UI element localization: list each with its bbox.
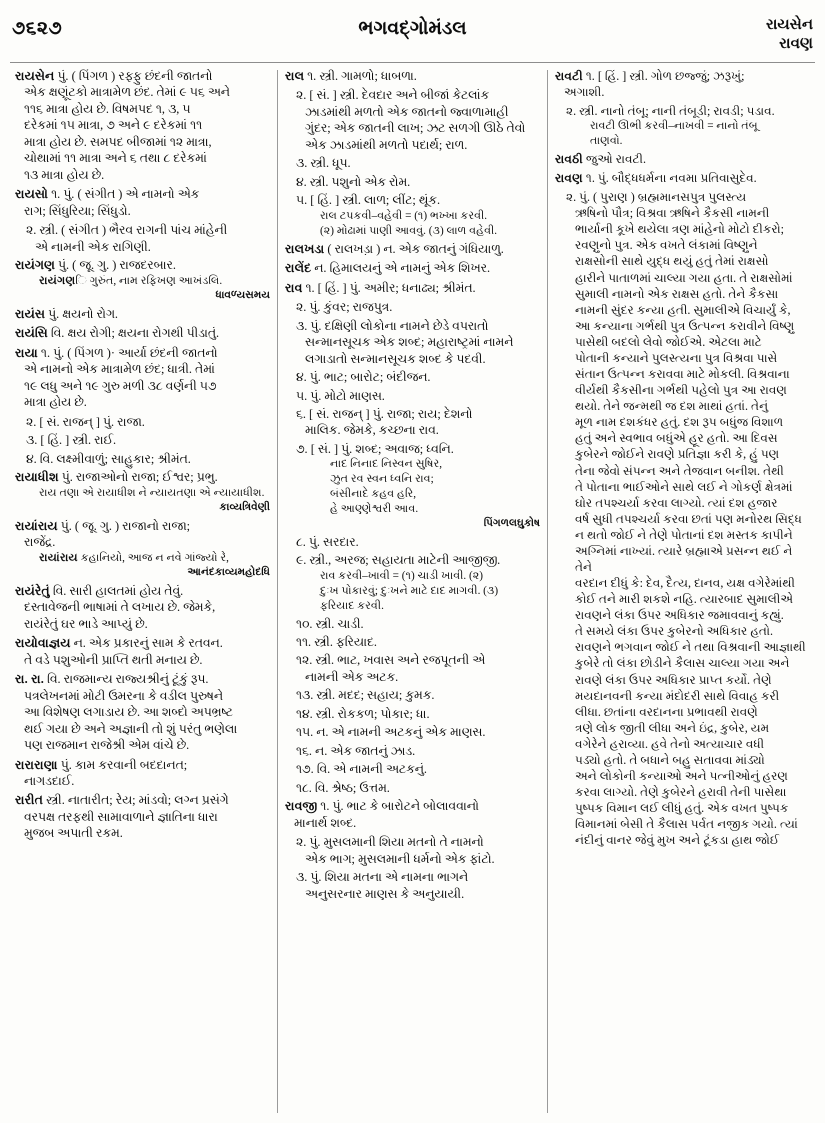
entry-line: એક ઝાડમાંથી મળતો પદાર્થ; રાળ. (305, 137, 468, 152)
entry-line: ઘોર તપશ્ચર્યા કરવા લાગ્યો. ત્યાં દશ હજાર (575, 495, 778, 510)
dictionary-sense (285, 299, 540, 315)
entry-headword: રા. રા. (15, 672, 44, 687)
column-container (8, 68, 817, 1113)
entry-line: એ નામની એક રાગિણી. (35, 239, 151, 254)
entry-headword: રાયા (15, 345, 38, 360)
entry-headword: રાયસેન (15, 69, 55, 83)
dictionary-sense (285, 616, 540, 632)
dictionary-sense (285, 743, 540, 759)
entry-headword: રાયાધીશ (15, 470, 59, 485)
entry-line: ન થતો જોઈ ને તેણે પોતાનાં દશ મસ્તક કાપીને (575, 527, 793, 542)
entry-line: રા. રા. વિ. રાજમાન્ય રાજ્યશ્રીનું ટૂંકું રૂપ. (15, 672, 209, 687)
dictionary-entry (555, 151, 810, 167)
entry-headword: રાયંરેતું (15, 583, 50, 598)
entry-line: પાસેથી બદલો લેવો જોઈએ. એટલા માટે (575, 334, 762, 349)
entry-line: ૪. વિ. લક્ષ્મીવાળું; સાહુકાર; શ્રીમંત. (26, 451, 191, 466)
entry-line: ૧૬. ન. એક જાતનું ઝાડ. (296, 743, 416, 758)
dictionary-entry (15, 792, 270, 841)
entry-verse-line: ઝુત રવ સ્વન ધ્વનિ રાવ; (330, 473, 434, 486)
entry-line: વરદાન દીધું કે: દેવ, દૈત્ય, દાનવ, યક્ષ વગેરેમાંથી (575, 576, 795, 591)
entry-headword: રાવઠી (555, 152, 583, 167)
entry-line: ૫. [ હિં. ] સ્ત્રી. લાળ; લીંટ; થૂંક. (296, 193, 441, 208)
entry-line: એક ભાગ; મુસલમાની ધર્મનો એક ફાંટો. (305, 851, 495, 866)
entry-line: રાલેંદ ન. હિમાલયનું એ નામનું એક શિખર. (285, 261, 491, 276)
entry-source: ધાવળ્યસમય (215, 289, 270, 301)
dictionary-entry (15, 583, 270, 632)
entry-line: ૩. પું. શિયા મતના એ નામના ભાગને (296, 870, 469, 885)
dictionary-sense (285, 869, 540, 902)
entry-line: પુષ્પક વિમાન લઈ લીધું હતું. એક વખત પુષ્પક (575, 801, 789, 816)
entry-line: રાયંગણ પું. ( જૂ. ગુ. ) રાજદરબાર. (15, 258, 176, 273)
entry-line: મુજબ અપાતી રકમ. (24, 826, 123, 841)
dictionary-entry (555, 170, 810, 186)
entry-source: કાવ્યત્રિવેણી (219, 501, 270, 513)
dictionary-sense (15, 414, 270, 430)
entry-line: રારીત સ્ત્રી. નાતારીત; રેય; માંડવો; લગ્ન પ્રસંગે (15, 793, 229, 808)
entry-line: માત્રા હોય છે. સમપદ બીજામાં ૧૨ માત્રા, (24, 134, 212, 149)
entry-verse-line: બંસીનાદે કહવ હરિ, (330, 488, 417, 501)
entry-line: લીધા. છતાંના વરદાનના પ્રભાવથી રાવણે (575, 704, 758, 719)
dictionary-sense (285, 652, 540, 685)
dictionary-sense (285, 834, 540, 867)
entry-line: તેના જેવો સંપન્ન અને તેજવાન બનીશ. તેથી (575, 463, 784, 478)
entry-line: વર્ષ સુધી તપશ્ચર્યા કરવા છતાં પણ મનોરથ સિદ્ધ (575, 511, 802, 526)
dictionary-entry (285, 260, 540, 276)
entry-line: એ નામનો એક માત્રામેળ છંદ; ધાત્રી. તેમાં (24, 362, 215, 377)
guide-word-first: રાયસેન (765, 17, 813, 33)
entry-headword: રાયાંરાય (15, 518, 58, 533)
entry-line: નામની એક અટક. (305, 669, 399, 684)
entry-line: રાયાંરાય પું. ( જૂ. ગુ. ) રાજાનો રાજા; (15, 518, 191, 533)
entry-line: ૫. પું. મોટો માણસ. (296, 388, 385, 403)
entry-headword: રાયંસ (15, 306, 46, 321)
dictionary-entry (15, 325, 270, 341)
column-2 (278, 68, 547, 1113)
dictionary-entry (15, 671, 270, 753)
entry-line: આ કન્યાના ગર્ભથી પુત્ર ઉત્પન્ન કરાવીને વિષ્ણુ (575, 318, 795, 333)
dictionary-sense (285, 369, 540, 385)
entry-idiom: (૨) મોઢામાં પાણી આવવું. (૩) લાળ વહેવી. (320, 224, 498, 237)
entry-line: કરવા લાગ્યો. તેણે કુબેરને હરાવી તેની પાસેથા (575, 785, 787, 800)
entry-idiom: રાવટી ઊભી કરવી–નાખવી = નાનો તંબૂ (590, 120, 758, 133)
entry-line: ત્રણે લોક જીતી લીધા અને ઇંદ્ર, કુબેર, યમ (575, 720, 770, 735)
dictionary-entry (285, 68, 540, 84)
entry-line: મયદાનવની કન્યા મંદોદરી સાથે વિવાહ કરી (575, 688, 780, 703)
entry-line: ૨. સ્ત્રી. ( સંગીત ) ભૈરવ રાગની પાંચ માંહેની (26, 223, 228, 238)
entry-line: હારીને પાતાળમાં ચાલ્યા ગયા હતા. તે રાક્ષસોમાં (575, 270, 793, 285)
entry-line: રાયંરેતું ઘર ભાડે આપ્યું છે. (24, 616, 148, 631)
entry-line: રાવ ૧. [ હિં. ] પું. અમીર; ધનાઢ્ય; શ્રીમંત. (285, 280, 476, 295)
entry-line: ચોથામાં ૧૧ માત્રા અને ૬ તથા ૮ દરેકમાં (24, 151, 207, 166)
dictionary-sense (555, 189, 810, 848)
entry-line: રાવણ ૧. પું. બૌદ્ધધર્મના નવમા પ્રતિવાસુદેવ. (555, 171, 757, 186)
dictionary-sense (15, 222, 270, 255)
entry-line: ૧૭. વિ. એ નામની અટકનું. (296, 762, 428, 777)
column-3 (548, 68, 817, 1113)
entry-headword: રાવ (285, 280, 303, 295)
dictionary-sense (285, 318, 540, 367)
guide-word-second: રાવણ (779, 35, 813, 52)
quotation-headword: રાયંગણ (39, 274, 76, 287)
dictionary-sense (285, 174, 540, 190)
entry-line: થઈ ગયા છે અને અજ્ઞાની તો શું પરંતુ ભણેલા (24, 721, 238, 736)
entry-line: ઝાડમાંથી મળતો એક જાતનો જ્વાળામાહી (305, 104, 509, 119)
dictionary-entry (555, 68, 810, 100)
entry-quotation: રાયંગણિ ગુરુંત, નામ રફિખણ આખંડલિ. (39, 274, 223, 287)
entry-verse-line: નાદ નિનાદ નિસ્વન સુષિર, (330, 458, 443, 471)
entry-line: થયો. તેને જન્મથી જ દશ માથાં હતાં. તેનું (575, 399, 769, 414)
dictionary-entry (285, 241, 540, 257)
entry-line: રાલખડા ( રાલખડ઼ા ) ન. એક જાતનું ગંધિયાળુ. (285, 241, 504, 256)
entry-line: આ વિશેષણ લગાડાય છે. આ શબ્દો અપભ્રષ્ટ (24, 705, 233, 720)
entry-headword: રાયસો (15, 187, 49, 202)
entry-line: ૩. સ્ત્રી. ધૂપ. (296, 156, 351, 171)
entry-line: દસ્તાવેજની ભાષામાં તે લખાય છે. જેમકે, (24, 600, 216, 615)
entry-line: ૧૫. ન. એ નામની અટકનું એક માણસ. (296, 725, 486, 740)
entry-line: ગુંદર; એક જાતની લાખ; ઝટ સળગી ઊઠે તેવો (305, 121, 526, 136)
entry-line: ૧૨. સ્ત્રી. ભાટ, ખવાસ અને રજપૂતની એ (296, 653, 486, 668)
entry-line: રાયાધીશ પું. રાજાઓનો રાજા; ઈશ્વર; પ્રભુ. (15, 470, 218, 485)
entry-line: રાયોવાજ્ઞય ન. એક પ્રકારનું સામ કે રતવન. (15, 636, 223, 651)
entry-line: રાજેંદ્ર. (24, 535, 56, 550)
dictionary-sense (285, 192, 540, 238)
entry-line: રાવજી ૧. પું. ભાટ કે બારોટને બોલાવવાનો (285, 799, 479, 814)
entry-line: ૧૮. વિ. શ્રેષ્ઠ; ઉત્તમ. (296, 780, 390, 795)
entry-line: રાવટી ૧. [ હિં. ] સ્ત્રી. ગોળ છજ્જું; ઝરૂખું; (555, 69, 745, 83)
header-rule (10, 62, 815, 63)
entry-headword: રાયંગણ (15, 258, 55, 273)
entry-line: ૩. [ હિં. ] સ્ત્રી. રાઈ. (26, 433, 117, 448)
entry-line: સંતાન ઉત્પન્ન કરાવવા માટે મોકલી. વિશ્રવાના (575, 367, 790, 382)
entry-line: રારારાણા પું. કામ કરવાની બદદાનત; (15, 757, 188, 772)
entry-line: ૧૯ લધુ અને ૧૯ ગુરુ મળી ૩૮ વર્ણની ૫૭ (24, 378, 217, 393)
entry-line: ઋષિનો પૌત્ર; વિશ્રવા ઋષિને કૈકસી નામની (575, 206, 770, 221)
dictionary-sense (285, 87, 540, 153)
dictionary-entry (15, 757, 270, 790)
entry-line: વરપક્ષ તરફથી સામાવાળાને જ્ઞાતિના ધારા (24, 809, 218, 824)
entry-headword: રાયોવાજ્ઞય (15, 636, 71, 651)
entry-line: ૩. પું. દક્ષિણી લોકોના નામને છેડે વપરાતો (296, 318, 489, 333)
dictionary-entry (285, 798, 540, 831)
page-title: ભગવદ્‌ગોમંડલ (358, 18, 467, 39)
entry-headword: રાલેંદ (285, 261, 312, 276)
entry-line: ૨. [ સં. રાજન્ ] પું. રાજા. (26, 414, 145, 429)
entry-headword: રાવટી (555, 69, 583, 83)
entry-quotation: રાય તણા એ રાયાધીશ ને ન્યાયતણા એ ન્યાયાધીશ. (39, 486, 265, 499)
dictionary-sense (285, 724, 540, 740)
entry-line: પત્રલેખનમાં મોટી ઉમરના કે વડીલ પુરુષને (24, 688, 224, 703)
entry-line: માલિક. જેમકે, કચ્છના રાવ. (305, 423, 439, 438)
entry-line: હતું અને સ્વભાવ બધુંએ હૂર હતો. આ દિવસ (575, 431, 778, 446)
entry-line: રાવણને લંકા ઉપર અધિકાર જમાવવાનું કહ્યું. (575, 608, 784, 623)
entry-line: અનુસરનાર માણસ કે અનુયાયી. (305, 886, 465, 901)
entry-line: ૨. સ્ત્રી. નાનો તંબૂ; નાની તંબૂડી; રાવડી; પડાવ. (566, 104, 775, 119)
dictionary-entry (15, 518, 270, 580)
entry-line: પણ રાજમાન રાજેશ્રી એમ વાંચે છે. (24, 738, 190, 753)
entry-line: તે પોતાના ભાઈઓને સાથે લઈ ને ગોકર્ણ ક્ષેત્રમાં (575, 479, 793, 494)
dictionary-sense (285, 780, 540, 796)
entry-line: અને લોકોની કન્યાઓ અને પત્નીઓનું હરણ (575, 768, 788, 783)
entry-line: વીર્યથી કૈકસીના ગર્ભથી પહેલો પુત્ર આ રાવણ (575, 383, 787, 398)
running-head (0, 14, 825, 62)
entry-headword: રાલ (285, 69, 305, 83)
entry-line: ૨. પું. કુંવર; રાજપુત્ર. (296, 300, 393, 315)
entry-line: દરેકમાં ૧૫ માત્રા, ૭ અને ૯ દરેકમાં ૧૧ (24, 118, 203, 133)
entry-line: કોઈ તને મારી શકશે નહિ. ત્યારબાદ સુમાલીએ (575, 592, 794, 607)
entry-line: ૪. પું. ભાટ; બારોટ; બંદીજન. (296, 370, 431, 385)
entry-line: ૧૧૬ માત્રા હોય છે. વિષમપદ ૧, ૩, ૫ (24, 101, 191, 116)
entry-line: મૂળ નામ દશકંધર હતું. દશ રૂપ બધુંજ વિશાળ (575, 415, 784, 430)
entry-line: ૯. સ્ત્રી., અરજ; સહાયતા માટેની આજીજી. (296, 553, 501, 568)
entry-quotation: રાયાંરાય કહાનિયો, આજ ન નવે ગાંજ્યો રે, (39, 551, 229, 564)
entry-line: ભાર્યાની કૂખે થયેલા ત્રણ માંહેનો મોટો દીકરો; (575, 222, 785, 237)
entry-line: ૧૧. સ્ત્રી. ફરિયાદ. (296, 634, 377, 649)
dictionary-sense (15, 432, 270, 448)
entry-source: પિંગળલઘુકોષ (483, 518, 540, 530)
entry-line: ૨. પું. ( પુરાણ ) બ્રહ્મમાનસપુત્ર પુલસ્ત્ય (566, 190, 747, 205)
guide-words (766, 16, 813, 54)
dictionary-entry (15, 469, 270, 515)
dictionary-sense (285, 634, 540, 650)
entry-line: ૧૩. સ્ત્રી. મદદ; સહાય; કુમક. (296, 688, 435, 703)
dictionary-sense (285, 687, 540, 703)
entry-line: અગ્નિમાં નાખ્યાં. ત્યારે બ્રહ્માએ પ્રસન્ન થઈ ને તેને (575, 543, 793, 574)
dictionary-entry (15, 635, 270, 668)
dictionary-sense (285, 534, 540, 550)
entry-line: સુમાલી નામનો એક રાક્ષસ હતો. તેને કૈકસા (575, 286, 779, 301)
dictionary-sense (555, 103, 810, 149)
entry-headword: રાલખડા (285, 241, 325, 256)
entry-line: તે સમયે લંકા ઉપર કુબેરનો અધિકાર હતો. (575, 624, 773, 639)
entry-line: ૨. પું. મુસલમાની શિયા મતનો તે નામનો (296, 835, 484, 850)
entry-line: એક ક્ષણૂંટકો માત્રામેળ છંદ. તેમાં ૯ ૫૬ અને (24, 85, 230, 100)
entry-verse-line: હે આણ્ણેશ્વરી આવ. (330, 503, 419, 516)
dictionary-sense (285, 155, 540, 171)
dictionary-entry (15, 186, 270, 219)
entry-idiom: રાવ કરવી–ખાવી = (૧) ચાડી ખાવી. (૨) (320, 569, 484, 582)
entry-source: આનંદકાવ્યમહોદધિ (187, 566, 270, 578)
entry-line: રાવણને ભગવાન જોઈ ને તથા વિશ્રવાની આજ્ઞાથી (575, 640, 806, 655)
dictionary-sense (285, 552, 540, 613)
entry-line: નંદીનું વાનર જેવું મુખ અને ટૂંકડા હાથ જોઈ (575, 833, 780, 848)
entry-line: રાયા ૧. પું. ( પિંગળ )· આર્યા છંદની જાતનો (15, 345, 218, 360)
entry-line: રાયંસિ વિ. ક્ષય રોગી; ક્ષયના રોગથી પીડાતું. (15, 326, 220, 341)
entry-line: માનાર્થ શબ્દ. (294, 815, 357, 830)
dictionary-sense (285, 706, 540, 722)
entry-line: ૪. સ્ત્રી. પશુનો એક રોમ. (296, 174, 411, 189)
entry-line: નામની સુંદર કન્યા હતી. સુમાલીએ વિચાર્યું કે, (575, 302, 791, 317)
entry-line: રાગ; સિંધુરિયા; સિંધુડો. (24, 203, 131, 218)
entry-line: નાગડદાઈ. (24, 773, 75, 788)
entry-line: રાયંરેતું વિ. સારી હાલતમાં હોય તેવું. (15, 583, 184, 598)
entry-line: રાયસેન પું. ( પિંગળ ) રફ્ફુ છંદની જાતનો (15, 69, 213, 83)
entry-headword: રાયંસિ (15, 326, 48, 341)
entry-line: અગાશી. (564, 85, 605, 100)
entry-line: કુબેરને જોઈને રાવણે પ્રતિજ્ઞા કરી કે, હું પણ (575, 447, 780, 462)
entry-idiom: ફરિયાદ કરવી. (320, 599, 384, 612)
dictionary-entry (15, 345, 270, 411)
entry-line: પડ્યો હતો. તે બધાને બહુ સતાવવા માંડ્યો (575, 752, 765, 767)
entry-line: ૧૦. સ્ત્રી. ચાડી. (296, 616, 364, 631)
entry-headword: રારારાણા (15, 757, 58, 772)
entry-line: વિમાનમાં બેસી તે કૈલાસ પર્વત નજીક ગયો. ત્યાં (575, 817, 798, 832)
entry-line: માત્રા હોય છે. (24, 395, 87, 410)
entry-line: રાક્ષસોની સાથે યુદ્ધ થયું હતું તેમાં રાક્ષસો (575, 254, 769, 269)
entry-line: રાવઠી જુઓ રાવટી. (555, 152, 647, 167)
entry-headword: રારીત (15, 793, 43, 808)
dictionary-sense (285, 761, 540, 777)
dictionary-entry (15, 68, 270, 183)
entry-line: ૧૩ માત્રા હોય છે. (24, 167, 105, 182)
page-number: ૭૬૨૭ (12, 18, 63, 39)
entry-idiom: રાલ ટપકવી–વહેવી = (૧) ભખ્ખા કરવી. (320, 209, 488, 222)
entry-idiom: તાણવો. (590, 135, 623, 148)
entry-line: રવણુનો પુત્ર. એક વખતે લંકામાં વિષ્ણુને (575, 238, 758, 253)
entry-line: સન્માનસૂચક એક શબ્દ; મહારાષ્ટ્રમાં નામને (305, 335, 514, 350)
entry-headword: રાવજી (285, 799, 318, 814)
entry-line: રાવણે લંકા ઉપર અધિકાર પ્રાપ્ત કર્યો. તેણે (575, 672, 772, 687)
entry-headword: રાવણ (555, 171, 583, 186)
entry-line: વગેરેને હરાવ્યા. હવે તેનો અત્યાચાર વધી (575, 736, 765, 751)
entry-line: ૧૪. સ્ત્રી. રોકકળ; પોકાર; ધા. (296, 706, 430, 721)
dictionary-sense (285, 441, 540, 532)
entry-line: તે વડે પશુઓની પ્રાપ્તિ થતી મનાય છે. (24, 652, 203, 667)
entry-line: ૨. [ સં. ] સ્ત્રી. દેવદાર અને બીજાં કેટલાંક (296, 88, 490, 103)
entry-idiom: દુઃખ પોકારવું; દુઃખને માટે દાદ માગવી. (૩) (320, 584, 499, 597)
entry-line: પોતાની કન્યાને પુલસ્ત્યના પુત્ર વિશ્રવા પાસે (575, 350, 778, 365)
entry-line: ૭. [ સં. ] પું. શબ્દ; અવાજ; ધ્વનિ. (296, 441, 454, 456)
quotation-headword: રાયાંરાય (39, 551, 78, 564)
entry-line: ૬. [ સં. રાજન્ ] પું. રાજા; રાય; દેશનો (296, 406, 473, 421)
entry-line: લગાડાતો સન્માનસૂચક શબ્દ કે પદવી. (305, 351, 486, 366)
dictionary-sense (285, 388, 540, 404)
entry-line: રાયસો ૧. પું. ( સંગીત ) એ નામનો એક (15, 187, 200, 202)
dictionary-entry (285, 280, 540, 296)
dictionary-entry (15, 257, 270, 303)
dictionary-entry (15, 306, 270, 322)
entry-line: ૮. પું. સરદાર. (296, 534, 359, 549)
dictionary-sense (15, 451, 270, 467)
entry-line: રાલ ૧. સ્ત્રી. ગામળો; ધાબળા. (285, 69, 417, 83)
entry-line: રાયંસ પું. ક્ષયનો રોગ. (15, 306, 119, 321)
dictionary-sense (285, 406, 540, 439)
entry-line: કુબેરે તો લંકા છોડીને કૈલાસ ચાલ્યા ગયા અને (575, 656, 790, 671)
column-1 (8, 68, 277, 1113)
